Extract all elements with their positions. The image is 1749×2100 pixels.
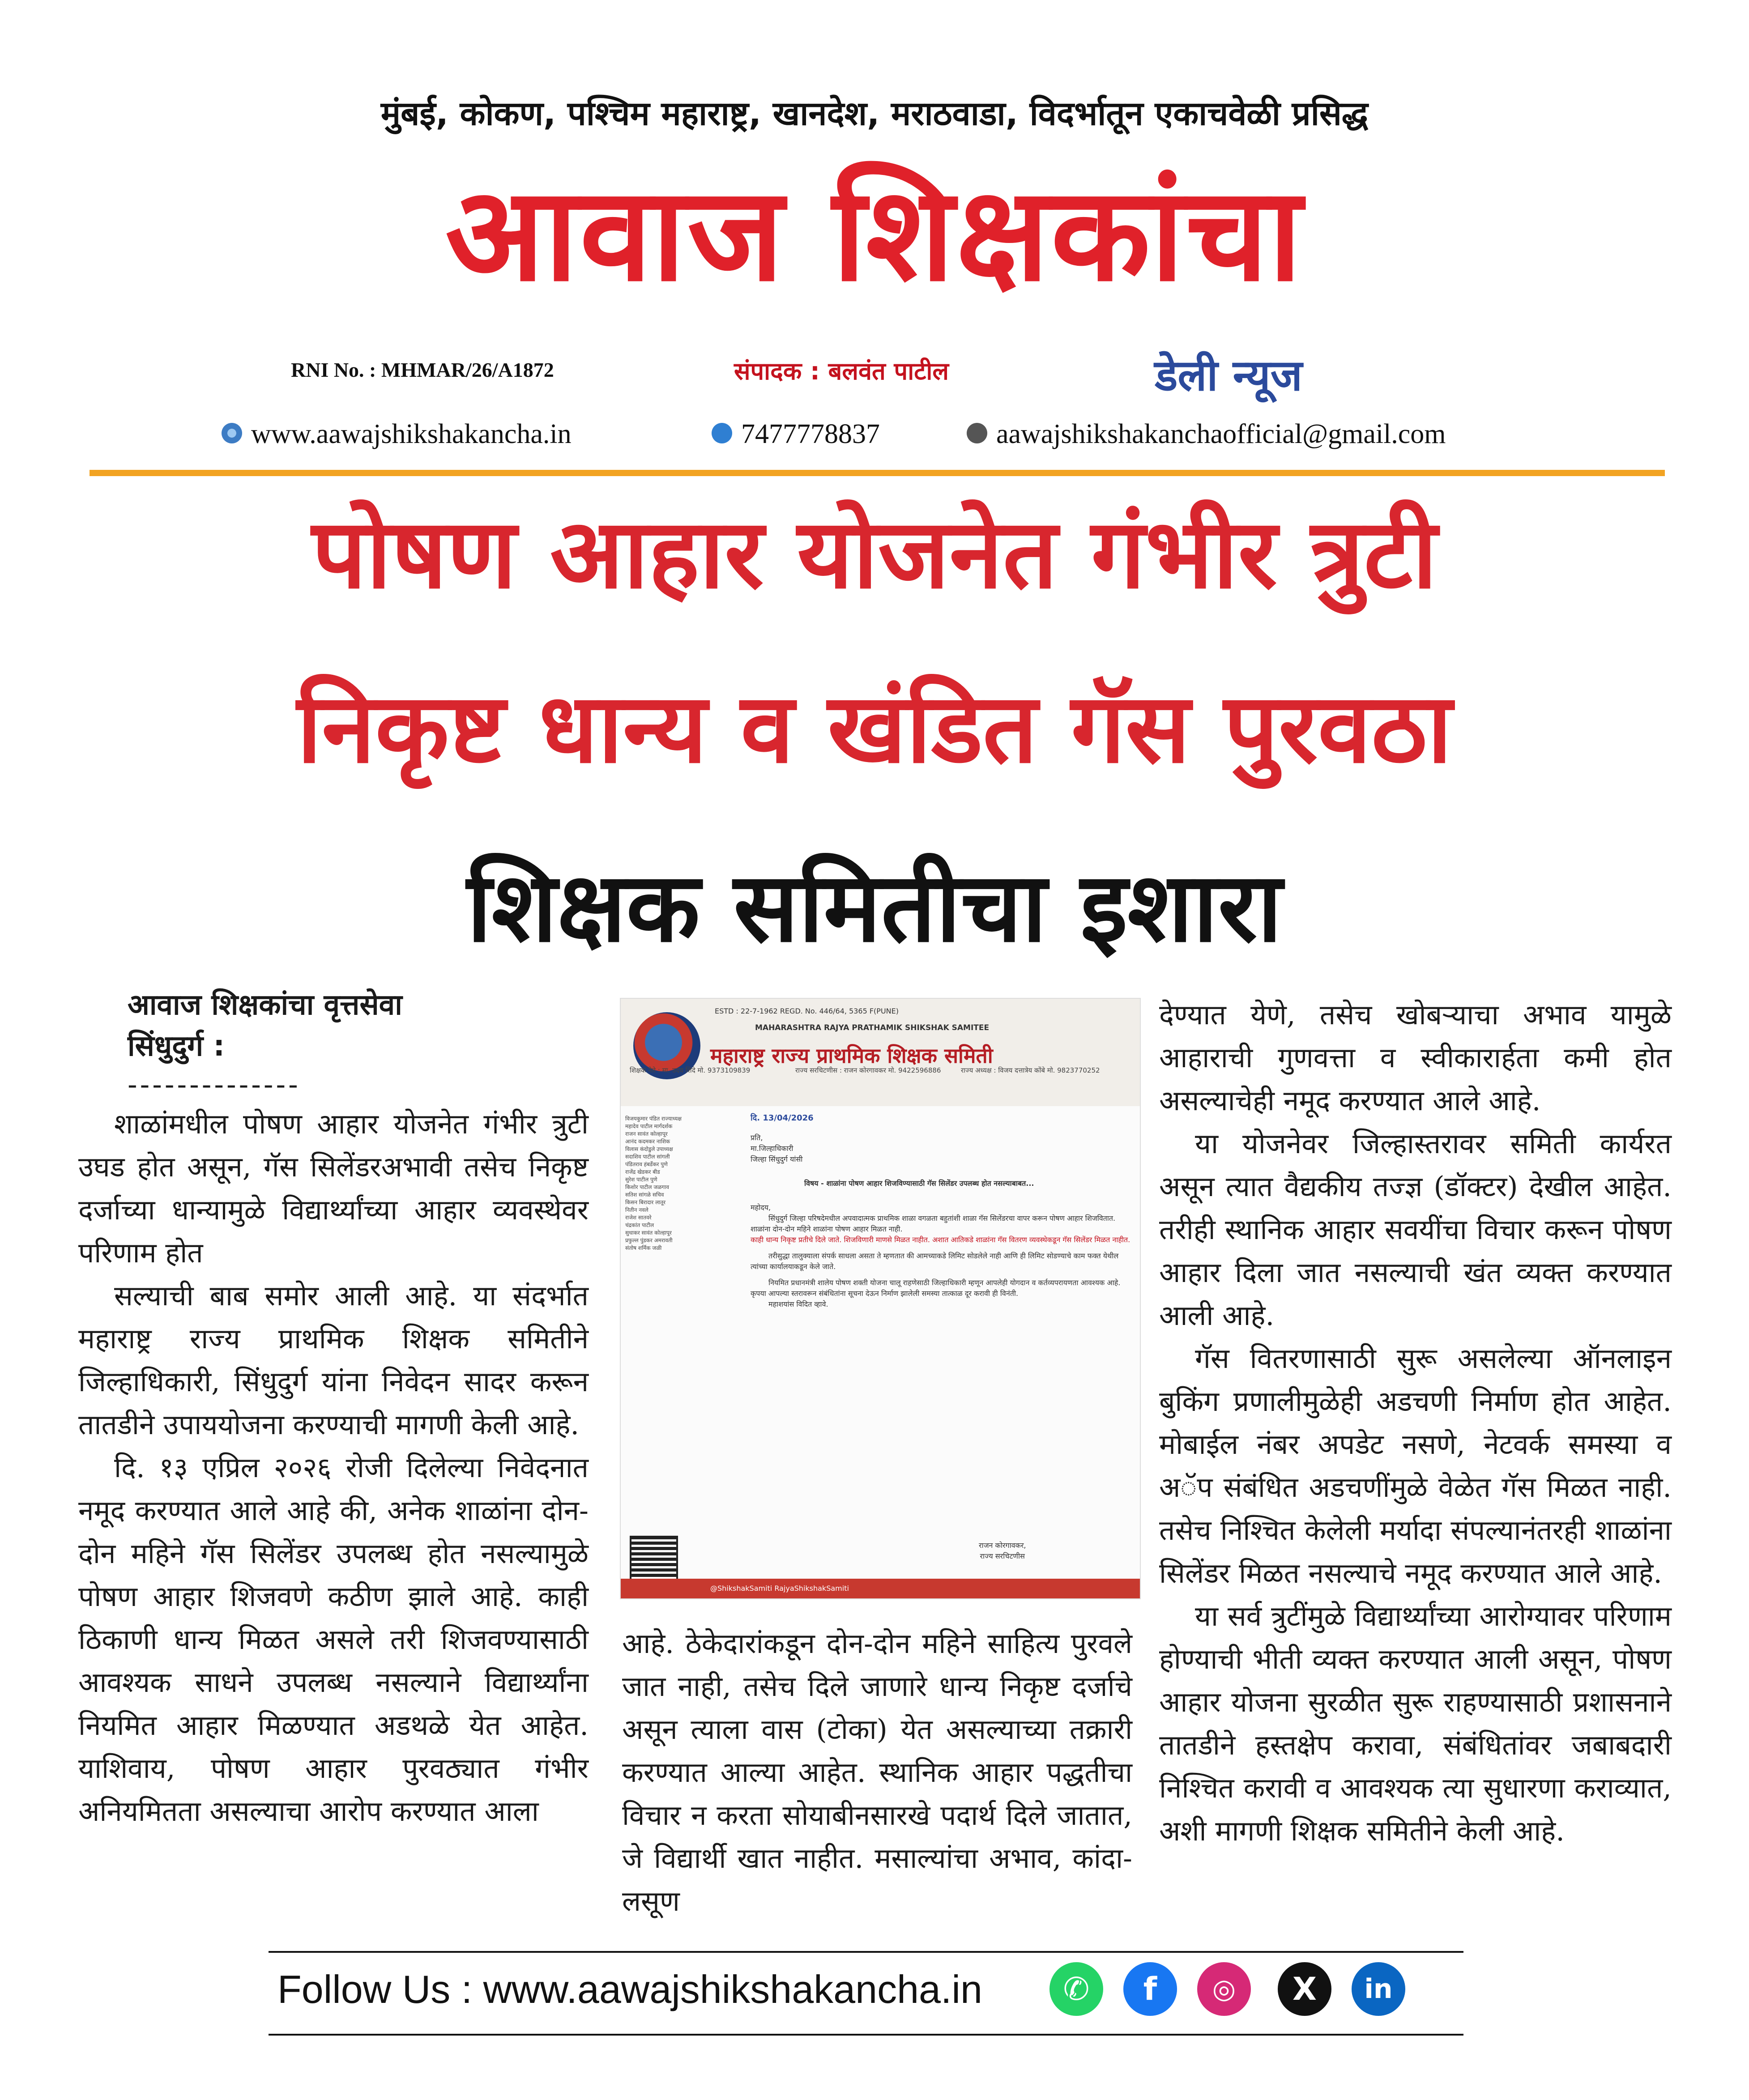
letter-signature (979, 1540, 1026, 1562)
sidebar-name: विजयकुमार पंडित राज्याध्यक्ष (625, 1116, 682, 1122)
letter-closing: महाशयांस विदित व्हावे. (768, 1300, 828, 1308)
footer-bottom-rule (269, 2034, 1463, 2036)
whatsapp-icon[interactable]: ✆ (1049, 1962, 1103, 2016)
sidebar-name: संतोष शर्मिक जळी (625, 1245, 662, 1251)
sidebar-name: राजेंद्र खेडकर बीड (625, 1169, 660, 1175)
sidebar-name: सदाशिव पाटील सांगली (625, 1154, 670, 1160)
letter-subject: विषय - शाळांना पोषण आहार शिजविण्यासाठी गॅस सिलेंडर उपलब्ध होत नसल्याबाबत... (804, 1179, 1034, 1188)
signatory-title: राज्य सरचिटणीस (980, 1552, 1025, 1560)
letter-to: जिल्हा सिंधुदुर्ग यांसी (751, 1155, 803, 1163)
x-icon[interactable]: X (1278, 1962, 1331, 2016)
letter-office-mid: राज्य सरचिटणीस : राजन कोरगावकर मो. 9422596886 (795, 1066, 941, 1074)
letter-paragraph-highlight: काही धान्य निकृष्ट प्रतीचे दिले जाते. शिजविणारी माणसे मिळत नाहीत. अशात आतिकडे शाळांना गॅस वितरण व्यवस्थेकडून गॅस सिलेंडर मिळत नाहीत. (751, 1235, 1130, 1244)
sidebar-name: राजेश सातवरे (625, 1214, 652, 1221)
sidebar-name: विलास कंदोडुले उपाध्यक्ष (625, 1146, 673, 1152)
sidebar-name: किसन बिरादार लातूर (625, 1199, 666, 1205)
sidebar-name: राजन सावंत कोल्हापूर (625, 1131, 668, 1137)
letter-org-english: MAHARASHTRA RAJYA PRATHAMIK SHIKSHAK SAMITEE (755, 1023, 990, 1032)
article-column-1 (78, 984, 589, 1833)
website-text: www.aawajshikshakancha.in (251, 419, 572, 449)
byline-separator: -------------- (128, 1068, 301, 1101)
paragraph: दि. १३ एप्रिल २०२६ रोजी दिलेल्या निवेदनात नमूद करण्यात आले आहे की, अनेक शाळांना दोन-दोन महिने गॅस सिलेंडर उपलब्ध होत नसल्यामुळे पोषण आहार शिजवणे कठीण झाले आहे. काही ठिकाणी धान्य मिळत असले तरी शिजवण्यासाठी आवश्यक साधने उपलब्ध नसल्याने विद्यार्थ्यांना नियमित आहार मिळण्यात अडथळे येत आहेत. याशिवाय, पोषण आहार पुरवठ्यात गंभीर अनियमितता असल्याचा आरोप करण्यात आला (78, 1451, 589, 1827)
sidebar-name: सतिश सांगळे सचिव (625, 1192, 664, 1198)
phone-icon (712, 423, 732, 443)
email-contact[interactable] (967, 418, 1446, 450)
paragraph: गॅस वितरणासाठी सुरू असलेल्या ऑनलाइन बुकिंग प्रणालीमुळेही अडचणी निर्माण होत आहेत. मोबाईल नंबर अपडेट नसणे, नेटवर्क समस्या व अॅप संबंधित अडचणींमुळे वेळेत गॅस मिळत नाही. तसेच निश्चित केलेली मर्यादा संपल्यानंतरही शाळांना सिलेंडर मिळत नसल्याचे नमूद करण्यात आले आहे. (1159, 1342, 1672, 1589)
letter-paragraph: सिंधुदुर्ग जिल्हा परिषदेमधील अपवादात्मक प्राथमिक शाळा वगळता बहुतांशी शाळा गॅस सिलेंडरचा वापर करून पोषण आहार शिजवितात. शाळांना दोन-दोन महिने शाळांना पोषण आहार मिळत नाही. (751, 1214, 1116, 1233)
globe-icon (222, 423, 242, 443)
letter-footer (621, 1579, 1140, 1598)
tagline: मुंबई, कोकण, पश्चिम महाराष्ट्र, खानदेश, मराठवाडा, विदर्भातून एकाचवेळी प्रसिद्ध (380, 94, 1369, 133)
memorandum-letter-image (620, 998, 1141, 1599)
letter-paragraph: तरीसुद्धा तालुक्याला संपर्क साधला असता ते म्हणतात की आमच्याकडे लिमिट सोडलेले नाही आणि ही लिमिट सोडण्याचे काम फक्त येथील त्यांच्या कार्यालयाकडून केले जाते. (751, 1252, 1119, 1271)
letter-to: प्रति, (751, 1133, 763, 1142)
sidebar-name: सुधाकर सावंत कोल्हापूर (625, 1230, 672, 1236)
letterhead (621, 999, 1140, 1106)
letter-date: दि. 13/04/2026 (751, 1113, 814, 1123)
sidebar-name: प्रफुल्ल पुंडकर अमरावती (625, 1237, 673, 1244)
letter-paragraph: नियमित प्रधानमंत्री शालेय पोषण शक्ती योजना चालू राहणेसाठी जिल्हाधिकारी म्हणून आपलेही योगदान व कर्तव्यपरायणता आवश्यक आहे. कृपया आपल्या स्तरावरून संबंधितांना सूचना देऊन निर्माण झालेली समस्या तात्काळ दूर करावी ही विनंती. (751, 1278, 1121, 1298)
masthead-divider (90, 470, 1665, 476)
linkedin-icon[interactable]: in (1352, 1962, 1405, 2016)
email-icon (967, 423, 987, 443)
paragraph: आहे. ठेकेदारांकडून दोन-दोन महिने साहित्य पुरवले जात नाही, तसेच दिले जाणारे धान्य निकृष्ट दर्जाचे असून त्याला वास (टोका) येत असल्याच्या तक्रारी करण्यात आल्या आहेत. स्थानिक आहार पद्धतीचा विचार न करता सोयाबीनसारखे पदार्थ दिले जातात, जे विद्यार्थी खात नाहीत. मसाल्यांचा अभाव, कांदा-लसूण (622, 1627, 1132, 1917)
article-column-3 (1159, 993, 1672, 1853)
paragraph: या योजनेवर जिल्हास्तरावर समिती कार्यरत असून त्यात वैद्यकीय तज्ज्ञ (डॉक्टर) देखील आहेत. तरीही स्थानिक आहार सवयींचा विचार करून पोषण आहार दिला जात नसल्याची खंत व्यक्त करण्यात आली आहे. (1159, 1127, 1672, 1332)
email-text: aawajshikshakanchaofficial@gmail.com (996, 419, 1446, 449)
letter-body (751, 1113, 1131, 1310)
website-contact[interactable] (222, 418, 572, 450)
instagram-icon[interactable]: ◎ (1197, 1962, 1251, 2016)
letter-office-left: शिक्षक नेते : मा. उदय शिंदे मो. 9373109839 (630, 1066, 751, 1074)
letter-office-right: राज्य अध्यक्ष : विजय दत्तात्रेय कोंबे मो. 9823770252 (961, 1066, 1100, 1074)
sidebar-name: चंद्रकांत पाटील (625, 1222, 654, 1228)
paragraph: या सर्व त्रुटींमुळे विद्यार्थ्यांच्या आरोग्यावर परिणाम होण्याची भीती व्यक्त करण्यात आली असून, पोषण आहार योजना सुरळीत सुरू राहण्यासाठी प्रशासनाने तातडीने हस्तक्षेप करावा, संबंधितांवर जबाबदारी निश्चित करावी व आवश्यक त्या सुधारणा कराव्यात, अशी मागणी शिक्षक समितीने केली आहे. (1159, 1600, 1672, 1847)
article-column-2 (622, 1622, 1132, 1923)
paragraph: देण्यात येणे, तसेच खोबऱ्याचा अभाव यामुळे आहाराची गुणवत्ता व स्वीकारार्हता कमी होत असल्याचेही नमूद करण्यात आले आहे. (1159, 998, 1672, 1117)
daily-news-label: डेली न्यूज (1155, 350, 1302, 400)
sidebar-name: सुरेश पाटील पुणे (625, 1176, 657, 1183)
paragraph: शाळांमधील पोषण आहार योजनेत गंभीर त्रुटी उघड होत असून, गॅस सिलेंडरअभावी तसेच निकृष्ट दर्जाच्या धान्यामुळे विद्यार्थ्यांच्या आहार व्यवस्थेवर परिणाम होत (78, 1108, 589, 1269)
letter-footer-text: @ShikshakSamiti RajyaShikshakSamiti (710, 1584, 849, 1593)
footer-top-rule (269, 1951, 1463, 1953)
facebook-icon[interactable]: f (1123, 1962, 1177, 2016)
sidebar-name: पंडितराव हंबर्डेकर पुणे (625, 1161, 668, 1167)
editor-credit: संपादक : बलवंत पाटील (734, 357, 949, 385)
letter-sidebar (625, 1115, 742, 1252)
rni-number: RNI No. : MHMAR/26/A1872 (291, 358, 554, 381)
sidebar-name: नितीन नवले (625, 1207, 648, 1213)
signatory-name: राजन कोरगावकर, (979, 1541, 1026, 1550)
letter-to: मा.जिल्हाधिकारी (751, 1144, 793, 1153)
letter-salutation: महोदय, (751, 1203, 771, 1212)
sidebar-name: आनंद कदमकर नाशिक (625, 1138, 670, 1145)
byline-location: सिंधुदुर्ग : (128, 1030, 225, 1063)
letter-estd: ESTD : 22-7-1962 REGD. No. 446/64, 5365 F(PUNE) (715, 1007, 899, 1015)
phone-contact[interactable] (712, 418, 880, 450)
subheadline: शिक्षक समितीचा इशारा (467, 851, 1282, 963)
qr-code (630, 1536, 678, 1584)
letter-org-marathi: महाराष्ट्र राज्य प्राथमिक शिक्षक समिती (710, 1044, 993, 1068)
follow-us-link[interactable]: Follow Us : www.aawajshikshakancha.in (277, 1967, 982, 2011)
paragraph: सल्याची बाब समोर आली आहे. या संदर्भात महाराष्ट्र राज्य प्राथमिक शिक्षक समितीने जिल्हाधिकारी, सिंधुदुर्ग यांना निवेदन सादर करून तातडीने उपाययोजना करण्याची मागणी केली आहे. (78, 1279, 589, 1441)
masthead-title: आवाज शिक्षकांचा (445, 159, 1304, 310)
sidebar-name: महादेव पाटील मार्गदर्शक (625, 1123, 673, 1129)
phone-text: 7477778837 (741, 419, 880, 449)
headline-line-1: पोषण आहार योजनेत गंभीर त्रुटी (311, 498, 1438, 610)
sidebar-name: किशोर पाटील जळगाव (625, 1184, 669, 1190)
headline-line-2: निकृष्ट धान्य व खंडित गॅस पुरवठा (297, 672, 1452, 784)
byline-agency: आवाज शिक्षकांचा वृत्तसेवा (128, 988, 402, 1022)
